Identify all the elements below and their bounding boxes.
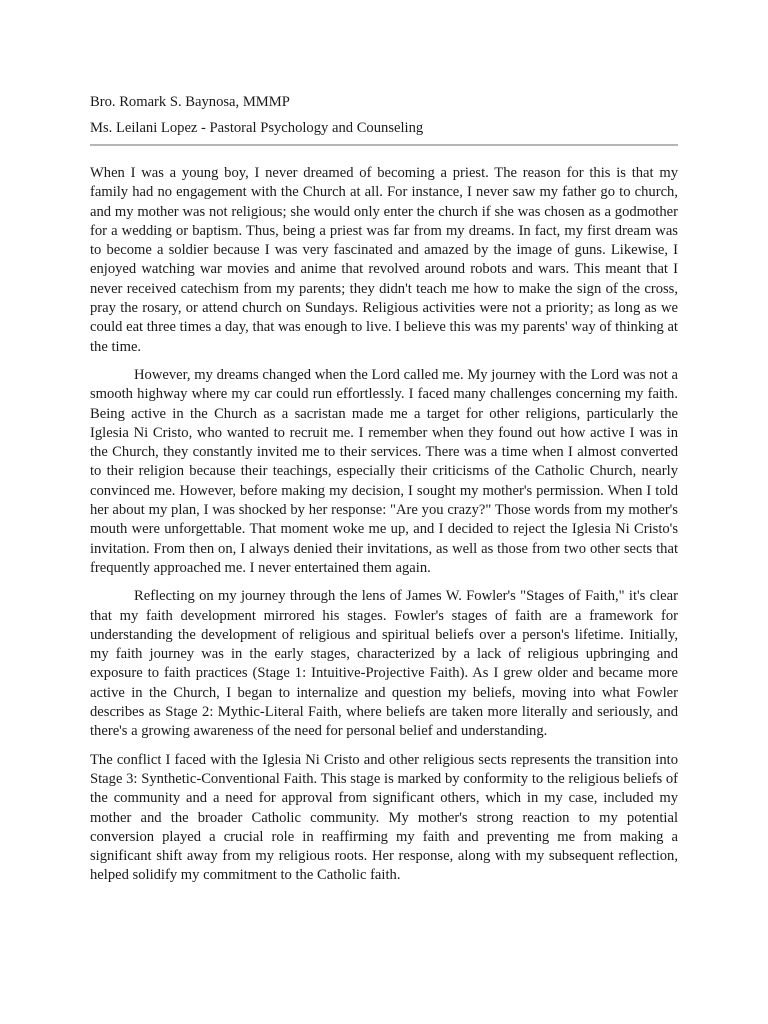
header-divider xyxy=(90,144,678,146)
paragraph-4: The conflict I faced with the Iglesia Ni Cristo and other religious sects represents the transition into Stage 3: Synthetic-Conventional Faith. This stage is marked by conformity to the religious beliefs of the community and a need for approval from significant others, which in my case, included my mother and the broader Catholic community. My mother's strong reaction to my potential conversion played a crucial role in reaffirming my faith and preventing me from making a significant shift away from my religious roots. Her response, along with my subsequent reflection, helped solidify my commitment to the Catholic faith. xyxy=(90,751,678,884)
author-line: Bro. Romark S. Baynosa, MMMP xyxy=(90,94,290,110)
course-line: Ms. Leilani Lopez - Pastoral Psychology and Counseling xyxy=(90,120,424,136)
document-page xyxy=(90,92,678,895)
paragraph-1: When I was a young boy, I never dreamed of becoming a priest. The reason for this is that my family had no engagement with the Church at all. For instance, I never saw my father go to church, and my mother was not religious; she would only enter the church if she was chosen as a godmother for a wedding or baptism. Thus, being a priest was far from my dreams. In fact, my first dream was to become a soldier because I was very fascinated and amazed by the image of guns. Likewise, I enjoyed watching war movies and anime that revolved around robots and wars. This meant that I never received catechism from my parents; they didn't teach me how to make the sign of the cross, pray the rosary, or attend church on Sundays. Religious activities were not a priority; as long as we could eat three times a day, that was enough to live. I believe this was my parents' way of thinking at the time. xyxy=(90,165,678,355)
paragraph-2: However, my dreams changed when the Lord called me. My journey with the Lord was not a smooth highway where my car could run effortlessly. I faced many challenges concerning my faith. Being active in the Church as a sacristan made me a target for other religions, particularly the Iglesia Ni Cristo, who wanted to recruit me. I remember when they found out how active I was in the Church, they constantly invited me to their services. There was a time when I almost converted to their religion because their teachings, especially their criticisms of the Catholic Church, nearly convinced me. However, before making my decision, I sought my mother's permission. When I told her about my plan, I was shocked by her response: "Are you crazy?" Those words from my mother's mouth were unforgettable. That moment woke me up, and I decided to reject the Iglesia Ni Cristo's invitation. From then on, I always denied their invitations, as well as those from two other sects that frequently approached me. I never entertained them again. xyxy=(90,366,678,576)
paragraph-3: Reflecting on my journey through the lens of James W. Fowler's "Stages of Faith," it's clear that my faith development mirrored his stages. Fowler's stages of faith are a framework for understanding the development of religious and spiritual beliefs over a person's lifetime. Initially, my faith journey was in the early stages, characterized by a lack of religious upbringing and exposure to faith practices (Stage 1: Intuitive-Projective Faith). As I grew older and became more active in the Church, I began to internalize and question my beliefs, moving into what Fowler describes as Stage 2: Mythic-Literal Faith, where beliefs are taken more literally and seriously, and there's a growing awareness of the need for personal belief and understanding. xyxy=(90,588,678,740)
